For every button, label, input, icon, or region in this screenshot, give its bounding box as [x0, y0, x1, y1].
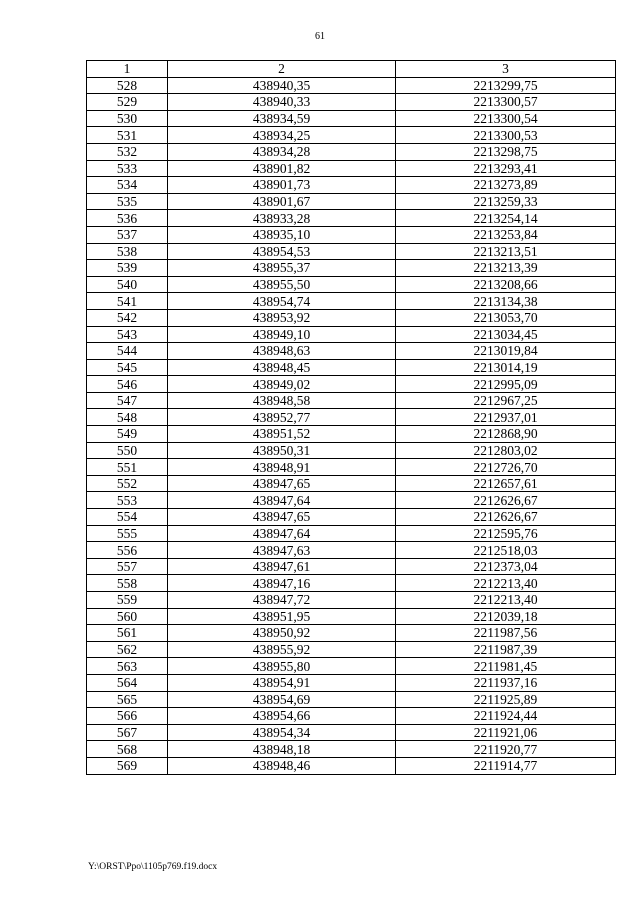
- coordinate-x-cell: 438940,35: [168, 77, 396, 94]
- coordinate-y-cell: 2213019,84: [396, 343, 616, 360]
- coordinate-y-cell: 2212373,04: [396, 558, 616, 575]
- coordinate-y-cell: 2212213,40: [396, 575, 616, 592]
- table-row: [87, 392, 616, 409]
- coordinate-x-cell: 438955,80: [168, 658, 396, 675]
- table-row: [87, 509, 616, 526]
- coordinate-y-cell: 2213259,33: [396, 193, 616, 210]
- table-row: [87, 542, 616, 559]
- coordinate-x-cell: 438947,16: [168, 575, 396, 592]
- coordinate-y-cell: 2213300,57: [396, 94, 616, 111]
- point-number-cell: 562: [87, 641, 168, 658]
- point-number-cell: 549: [87, 426, 168, 443]
- coordinate-x-cell: 438947,64: [168, 492, 396, 509]
- coordinate-x-cell: 438949,02: [168, 376, 396, 393]
- point-number-cell: 532: [87, 143, 168, 160]
- column-header-3: 3: [396, 61, 616, 78]
- coordinate-x-cell: 438954,66: [168, 708, 396, 725]
- coordinate-x-cell: 438954,34: [168, 724, 396, 741]
- table-row: [87, 475, 616, 492]
- point-number-cell: 548: [87, 409, 168, 426]
- table-row: [87, 376, 616, 393]
- point-number-cell: 557: [87, 558, 168, 575]
- table-row: [87, 260, 616, 277]
- point-number-cell: 535: [87, 193, 168, 210]
- coordinate-x-cell: 438934,25: [168, 127, 396, 144]
- coordinate-x-cell: 438948,18: [168, 741, 396, 758]
- table-row: [87, 77, 616, 94]
- coordinate-y-cell: 2213293,41: [396, 160, 616, 177]
- coordinate-y-cell: 2212803,02: [396, 442, 616, 459]
- column-header-2: 2: [168, 61, 396, 78]
- point-number-cell: 550: [87, 442, 168, 459]
- coordinate-x-cell: 438947,72: [168, 592, 396, 609]
- table-row: [87, 592, 616, 609]
- coordinate-y-cell: 2212967,25: [396, 392, 616, 409]
- point-number-cell: 564: [87, 674, 168, 691]
- coordinates-table: [86, 60, 616, 775]
- coordinate-x-cell: 438954,69: [168, 691, 396, 708]
- point-number-cell: 538: [87, 243, 168, 260]
- point-number-cell: 536: [87, 210, 168, 227]
- coordinate-x-cell: 438947,65: [168, 475, 396, 492]
- coordinate-y-cell: 2212626,67: [396, 492, 616, 509]
- table-row: [87, 625, 616, 642]
- point-number-cell: 539: [87, 260, 168, 277]
- coordinate-x-cell: 438940,33: [168, 94, 396, 111]
- coordinate-y-cell: 2213213,51: [396, 243, 616, 260]
- point-number-cell: 555: [87, 525, 168, 542]
- coordinate-x-cell: 438950,31: [168, 442, 396, 459]
- coordinate-y-cell: 2213273,89: [396, 177, 616, 194]
- coordinate-x-cell: 438948,45: [168, 359, 396, 376]
- point-number-cell: 546: [87, 376, 168, 393]
- coordinate-y-cell: 2212995,09: [396, 376, 616, 393]
- footer-file-path: Y:\ORST\Ppo\1105p769.f19.docx: [88, 862, 218, 872]
- coordinate-y-cell: 2212657,61: [396, 475, 616, 492]
- point-number-cell: 567: [87, 724, 168, 741]
- coordinate-x-cell: 438948,91: [168, 459, 396, 476]
- coordinate-x-cell: 438954,53: [168, 243, 396, 260]
- point-number-cell: 545: [87, 359, 168, 376]
- coordinate-x-cell: 438948,46: [168, 757, 396, 774]
- point-number-cell: 533: [87, 160, 168, 177]
- point-number-cell: 569: [87, 757, 168, 774]
- table-row: [87, 575, 616, 592]
- coordinate-y-cell: 2213298,75: [396, 143, 616, 160]
- column-header-1: 1: [87, 61, 168, 78]
- coordinate-x-cell: 438955,37: [168, 260, 396, 277]
- point-number-cell: 544: [87, 343, 168, 360]
- point-number-cell: 561: [87, 625, 168, 642]
- table-row: [87, 608, 616, 625]
- point-number-cell: 553: [87, 492, 168, 509]
- point-number-cell: 559: [87, 592, 168, 609]
- table-row: [87, 708, 616, 725]
- point-number-cell: 537: [87, 226, 168, 243]
- coordinate-x-cell: 438901,82: [168, 160, 396, 177]
- table-row: [87, 459, 616, 476]
- point-number-cell: 552: [87, 475, 168, 492]
- coordinate-x-cell: 438947,65: [168, 509, 396, 526]
- table-row: [87, 193, 616, 210]
- table-row: [87, 160, 616, 177]
- table-row: [87, 426, 616, 443]
- point-number-cell: 540: [87, 276, 168, 293]
- coordinate-y-cell: 2211920,77: [396, 741, 616, 758]
- page-number: 61: [315, 31, 325, 42]
- coordinate-y-cell: 2213034,45: [396, 326, 616, 343]
- point-number-cell: 534: [87, 177, 168, 194]
- point-number-cell: 558: [87, 575, 168, 592]
- coordinate-y-cell: 2213300,53: [396, 127, 616, 144]
- coordinate-y-cell: 2211925,89: [396, 691, 616, 708]
- table-row: [87, 674, 616, 691]
- table-row: [87, 226, 616, 243]
- coordinate-x-cell: 438955,92: [168, 641, 396, 658]
- table-row: [87, 293, 616, 310]
- coordinate-x-cell: 438951,95: [168, 608, 396, 625]
- table-row: [87, 409, 616, 426]
- coordinate-y-cell: 2211924,44: [396, 708, 616, 725]
- point-number-cell: 542: [87, 309, 168, 326]
- point-number-cell: 529: [87, 94, 168, 111]
- coordinate-y-cell: 2213134,38: [396, 293, 616, 310]
- coordinate-x-cell: 438934,28: [168, 143, 396, 160]
- table-row: [87, 127, 616, 144]
- coordinate-x-cell: 438935,10: [168, 226, 396, 243]
- table-row: [87, 724, 616, 741]
- table-row: [87, 691, 616, 708]
- point-number-cell: 541: [87, 293, 168, 310]
- coordinate-x-cell: 438952,77: [168, 409, 396, 426]
- coordinate-x-cell: 438901,73: [168, 177, 396, 194]
- table-row: [87, 110, 616, 127]
- table-row: [87, 326, 616, 343]
- coordinate-y-cell: 2211937,16: [396, 674, 616, 691]
- point-number-cell: 543: [87, 326, 168, 343]
- table-row: [87, 492, 616, 509]
- coordinate-y-cell: 2212726,70: [396, 459, 616, 476]
- point-number-cell: 566: [87, 708, 168, 725]
- table-body: [87, 77, 616, 774]
- table-row: [87, 343, 616, 360]
- coordinate-y-cell: 2213053,70: [396, 309, 616, 326]
- coordinate-x-cell: 438901,67: [168, 193, 396, 210]
- table-row: [87, 741, 616, 758]
- point-number-cell: 551: [87, 459, 168, 476]
- point-number-cell: 560: [87, 608, 168, 625]
- table-row: [87, 309, 616, 326]
- coordinate-y-cell: 2211987,56: [396, 625, 616, 642]
- table-row: [87, 276, 616, 293]
- coordinate-x-cell: 438933,28: [168, 210, 396, 227]
- point-number-cell: 528: [87, 77, 168, 94]
- coordinate-y-cell: 2212626,67: [396, 509, 616, 526]
- coordinate-y-cell: 2213014,19: [396, 359, 616, 376]
- coordinate-y-cell: 2213300,54: [396, 110, 616, 127]
- point-number-cell: 554: [87, 509, 168, 526]
- coordinate-x-cell: 438950,92: [168, 625, 396, 642]
- table-header-row: [87, 61, 616, 78]
- coordinate-x-cell: 438954,74: [168, 293, 396, 310]
- point-number-cell: 568: [87, 741, 168, 758]
- coordinate-x-cell: 438951,52: [168, 426, 396, 443]
- coordinate-x-cell: 438934,59: [168, 110, 396, 127]
- coordinate-y-cell: 2212518,03: [396, 542, 616, 559]
- coordinate-x-cell: 438948,58: [168, 392, 396, 409]
- coordinate-x-cell: 438948,63: [168, 343, 396, 360]
- coordinate-y-cell: 2212868,90: [396, 426, 616, 443]
- coordinate-x-cell: 438953,92: [168, 309, 396, 326]
- coordinate-y-cell: 2211914,77: [396, 757, 616, 774]
- table-row: [87, 757, 616, 774]
- table-row: [87, 641, 616, 658]
- point-number-cell: 531: [87, 127, 168, 144]
- coordinate-y-cell: 2212039,18: [396, 608, 616, 625]
- coordinate-y-cell: 2213253,84: [396, 226, 616, 243]
- table-row: [87, 177, 616, 194]
- point-number-cell: 556: [87, 542, 168, 559]
- coordinate-x-cell: 438947,61: [168, 558, 396, 575]
- coordinate-x-cell: 438949,10: [168, 326, 396, 343]
- coordinate-y-cell: 2211987,39: [396, 641, 616, 658]
- point-number-cell: 547: [87, 392, 168, 409]
- table-row: [87, 143, 616, 160]
- coordinate-y-cell: 2211981,45: [396, 658, 616, 675]
- table-row: [87, 94, 616, 111]
- coordinate-x-cell: 438947,63: [168, 542, 396, 559]
- point-number-cell: 530: [87, 110, 168, 127]
- coordinate-y-cell: 2212937,01: [396, 409, 616, 426]
- coordinate-y-cell: 2213208,66: [396, 276, 616, 293]
- table-row: [87, 658, 616, 675]
- coordinate-y-cell: 2213299,75: [396, 77, 616, 94]
- coordinate-y-cell: 2212595,76: [396, 525, 616, 542]
- table-row: [87, 243, 616, 260]
- coordinate-x-cell: 438954,91: [168, 674, 396, 691]
- table-row: [87, 210, 616, 227]
- coordinate-x-cell: 438947,64: [168, 525, 396, 542]
- table-row: [87, 359, 616, 376]
- table-row: [87, 558, 616, 575]
- coordinate-x-cell: 438955,50: [168, 276, 396, 293]
- coordinate-y-cell: 2211921,06: [396, 724, 616, 741]
- coordinate-y-cell: 2213254,14: [396, 210, 616, 227]
- coordinate-y-cell: 2213213,39: [396, 260, 616, 277]
- point-number-cell: 563: [87, 658, 168, 675]
- point-number-cell: 565: [87, 691, 168, 708]
- coordinate-y-cell: 2212213,40: [396, 592, 616, 609]
- table-row: [87, 442, 616, 459]
- table-row: [87, 525, 616, 542]
